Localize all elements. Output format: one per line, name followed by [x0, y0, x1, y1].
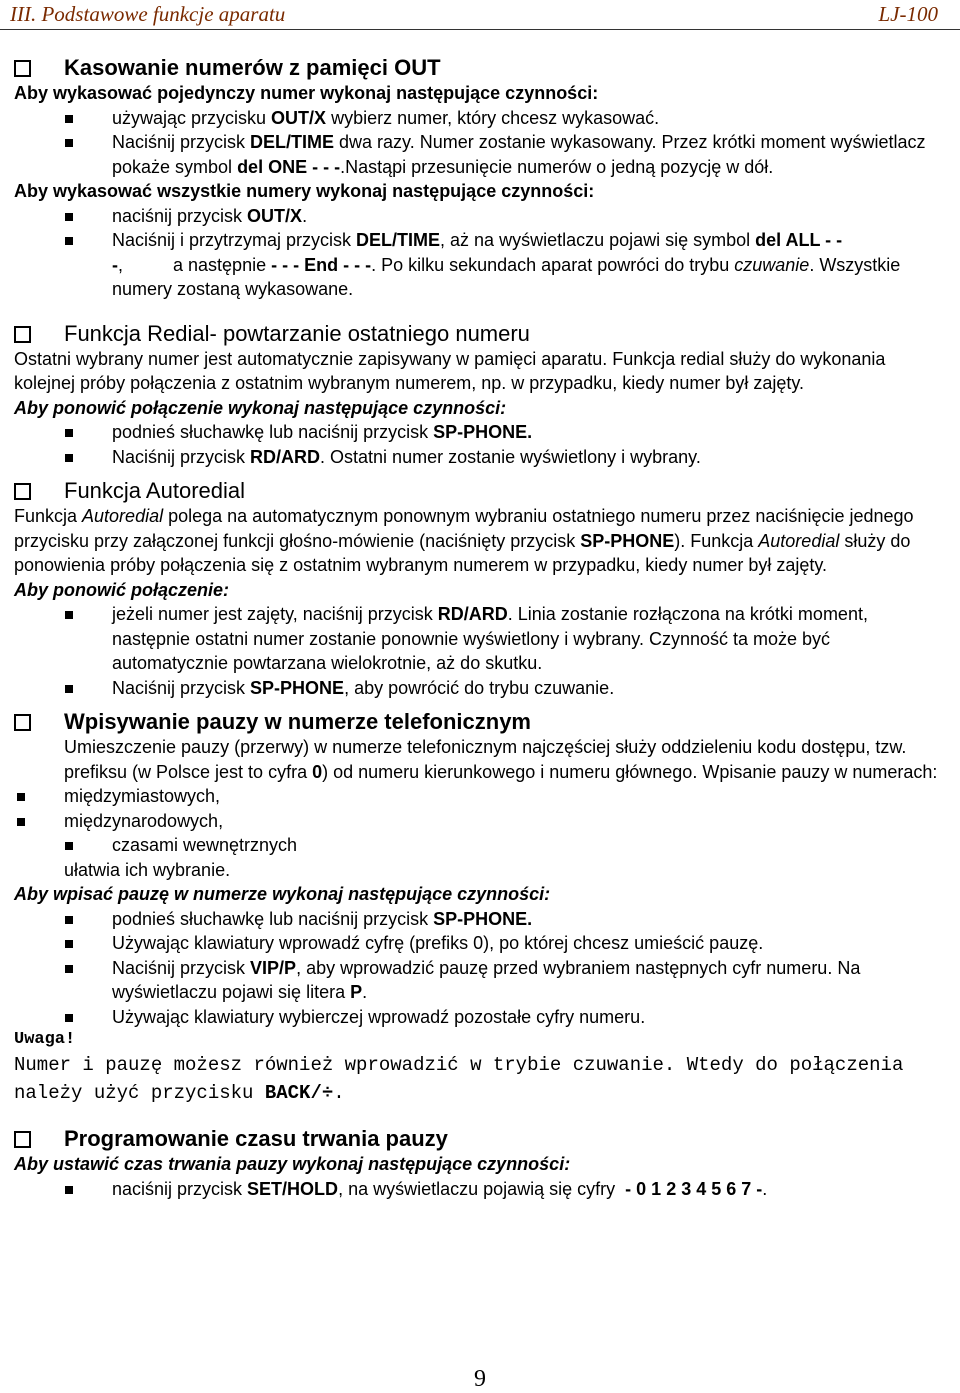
square-bullet-icon: [65, 1186, 73, 1194]
section-title: Funkcja Autoredial: [64, 478, 245, 503]
checkbox-bullet-icon: [14, 714, 31, 731]
square-bullet-icon: [65, 1014, 73, 1022]
list-item: czasami wewnętrznych: [14, 833, 946, 858]
section-heading-autoredial: [14, 477, 946, 504]
list-item: Używając klawiatury wybierczej wprowadź pozostałe cyfry numeru.: [14, 1005, 946, 1030]
list-item: podnieś słuchawkę lub naciśnij przycisk SP-PHONE.: [14, 907, 946, 932]
square-bullet-icon: [65, 611, 73, 619]
list-item: naciśnij przycisk OUT/X.: [14, 204, 946, 229]
square-bullet-icon: [65, 237, 73, 245]
paragraph: Ostatni wybrany numer jest automatycznie zapisywany w pamięci aparatu. Funkcja redial służy do wykonania kolejnej próby połączenia z ostatnim wybranym numerem, np. w przypadku, kiedy numer był zajęty.: [14, 348, 886, 393]
list-item: Naciśnij przycisk RD/ARD. Ostatni numer zostanie wyświetlony i wybrany.: [14, 445, 946, 470]
step-list: [14, 106, 946, 180]
chapter-title: III. Podstawowe funkcje aparatu: [10, 2, 286, 26]
checkbox-bullet-icon: [14, 483, 31, 500]
section-heading-pauza: [14, 708, 946, 735]
paragraph: ułatwia ich wybranie.: [64, 859, 231, 880]
list-item: jeżeli numer jest zajęty, naciśnij przycisk RD/ARD. Linia zostanie rozłączona na krótki moment, następnie ostatni numer zostanie ponownie wyświetlony i wybrany. Czynność ta może być automatycznie powtarzana wielokrotnie, aż do skutku.: [14, 602, 946, 676]
checkbox-bullet-icon: [14, 1131, 31, 1148]
checkbox-bullet-icon: [14, 60, 31, 77]
square-bullet-icon: [65, 139, 73, 147]
square-bullet-icon: [65, 454, 73, 462]
list-item: międzymiastowych,: [14, 784, 946, 809]
instruction-intro: Aby ponowić połączenie:: [14, 579, 230, 600]
step-list: [14, 602, 946, 700]
instruction-intro: Aby wykasować wszystkie numery wykonaj następujące czynności:: [14, 181, 595, 201]
note-text: Numer i pauzę możesz również wprowadzić w trybie czuwanie. Wtedy do połączenia należy użyć przycisku BACK/÷.: [14, 1054, 904, 1104]
list-item: używając przycisku OUT/X wybierz numer, który chcesz wykasować.: [14, 106, 946, 131]
list-item: podnieś słuchawkę lub naciśnij przycisk SP-PHONE.: [14, 420, 946, 445]
page-header: [0, 0, 960, 30]
number-type-list: [14, 784, 946, 858]
step-list: [14, 907, 946, 1030]
square-bullet-icon: [65, 965, 73, 973]
square-bullet-icon: [65, 842, 73, 850]
list-item: naciśnij przycisk SET/HOLD, na wyświetlaczu pojawią się cyfry - 0 1 2 3 4 5 6 7 -.: [14, 1177, 946, 1202]
list-item: Naciśnij przycisk DEL/TIME dwa razy. Numer zostanie wykasowany. Przez krótki moment wyświetlacz pokaże symbol del ONE - - -.Nastąpi przesunięcie numerów o jedną pozycję w dół.: [14, 130, 946, 179]
square-bullet-icon: [65, 429, 73, 437]
square-bullet-icon: [17, 793, 25, 801]
list-item: międzynarodowych,: [14, 809, 946, 834]
list-item: Naciśnij przycisk VIP/P, aby wprowadzić pauzę przed wybraniem następnych cyfr numeru. Na wyświetlaczu pojawi się litera P.: [14, 956, 946, 1005]
section-heading-redial: [14, 320, 946, 347]
step-list: [14, 420, 946, 469]
square-bullet-icon: [17, 818, 25, 826]
square-bullet-icon: [65, 940, 73, 948]
square-bullet-icon: [65, 685, 73, 693]
instruction-intro: Aby ustawić czas trwania pauzy wykonaj następujące czynności:: [14, 1154, 571, 1174]
instruction-intro: Aby wpisać pauzę w numerze wykonaj następujące czynności:: [14, 884, 551, 904]
warning-label: Uwaga!: [14, 1030, 76, 1049]
section-title: Programowanie czasu trwania pauzy: [64, 1126, 448, 1151]
square-bullet-icon: [65, 916, 73, 924]
section-heading-kasowanie: [14, 54, 946, 81]
step-list: [14, 1177, 946, 1202]
section-heading-czas-pauzy: [14, 1125, 946, 1152]
model-name: LJ-100: [878, 2, 938, 26]
document-body: [14, 54, 946, 1201]
header-rule: [0, 29, 960, 30]
square-bullet-icon: [65, 213, 73, 221]
paragraph: Umieszczenie pauzy (przerwy) w numerze telefonicznym najczęściej służy oddzieleniu kodu dostępu, tzw. prefiksu (w Polsce jest to cyfra 0) od numeru kierunkowego i numeru głównego. Wpisanie pauzy w numerach:: [64, 737, 938, 782]
step-list: [14, 204, 946, 302]
page-number: 9: [474, 1366, 486, 1392]
paragraph: Funkcja Autoredial polega na automatycznym ponownym wybraniu ostatniego numeru przez naciśnięcie jednego przycisku przy załączonej funkcji głośno-mówienie (naciśnięty przycisk SP-PHONE). Funkcja Autoredial służy do ponowienia próby połączenia się z ostatnim wybranym numerem w przypadku, kiedy numer był zajęty.: [14, 506, 914, 575]
checkbox-bullet-icon: [14, 326, 31, 343]
list-item: Naciśnij przycisk SP-PHONE, aby powrócić do trybu czuwanie.: [14, 676, 946, 701]
list-item: Naciśnij i przytrzymaj przycisk DEL/TIME, aż na wyświetlaczu pojawi się symbol del ALL - - -, a następnie - - - End - - -. Po kilku sekundach aparat powróci do trybu czuwanie. Wszystkie numery zostaną wykasowane.: [14, 228, 946, 302]
section-title: Kasowanie numerów z pamięci OUT: [64, 55, 441, 80]
section-title: Wpisywanie pauzy w numerze telefonicznym: [64, 709, 531, 734]
list-item: Używając klawiatury wprowadź cyfrę (prefiks 0), po której chcesz umieścić pauzę.: [14, 931, 946, 956]
section-title: Funkcja Redial- powtarzanie ostatniego numeru: [64, 320, 530, 346]
square-bullet-icon: [65, 115, 73, 123]
instruction-intro: Aby ponowić połączenie wykonaj następujące czynności:: [14, 397, 507, 418]
instruction-intro: Aby wykasować pojedynczy numer wykonaj następujące czynności:: [14, 83, 599, 103]
